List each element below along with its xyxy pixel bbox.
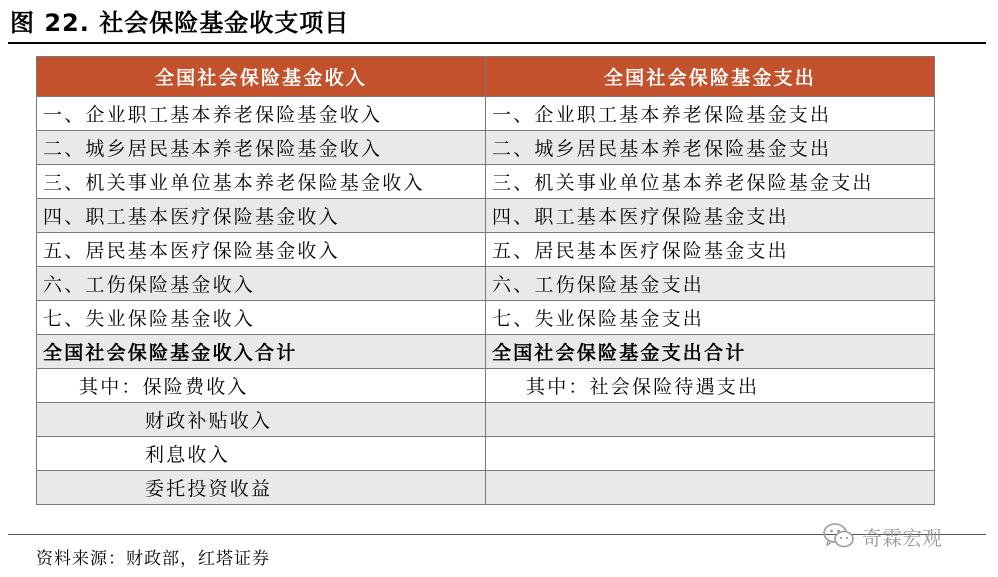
table-row [37,199,935,233]
expenditure-total-cell: 全国社会保险基金支出合计 [486,335,935,369]
expenditure-cell: 三、机关事业单位基本养老保险基金支出 [486,165,935,199]
table-row [37,165,935,199]
table-header-row [37,57,935,97]
table-row [37,267,935,301]
table-row [37,301,935,335]
income-cell: 财政补贴收入 [37,403,486,437]
income-cell: 利息收入 [37,437,486,471]
watermark-text: 奇霖宏观 [862,525,942,550]
expenditure-cell [486,471,935,505]
expenditure-cell: 其中：社会保险待遇支出 [486,369,935,403]
watermark [822,518,942,554]
income-cell: 七、失业保险基金收入 [37,301,486,335]
expenditure-cell: 二、城乡居民基本养老保险基金支出 [486,131,935,165]
income-cell: 三、机关事业单位基本养老保险基金收入 [37,165,486,199]
income-cell: 五、居民基本医疗保险基金收入 [37,233,486,267]
income-cell: 四、职工基本医疗保险基金收入 [37,199,486,233]
table-row [37,131,935,165]
expenditure-cell: 五、居民基本医疗保险基金支出 [486,233,935,267]
table-row [37,403,935,437]
table-row [37,369,935,403]
expenditure-cell: 七、失业保险基金支出 [486,301,935,335]
income-total-cell: 全国社会保险基金收入合计 [37,335,486,369]
table-row [37,97,935,131]
table-row [37,471,935,505]
expenditure-cell [486,403,935,437]
income-cell: 六、工伤保险基金收入 [37,267,486,301]
expenditure-cell: 一、企业职工基本养老保险基金支出 [486,97,935,131]
expenditure-cell [486,437,935,471]
table-row [37,233,935,267]
income-cell: 委托投资收益 [37,471,486,505]
wechat-icon [822,522,856,550]
expenditure-cell: 四、职工基本医疗保险基金支出 [486,199,935,233]
income-cell: 二、城乡居民基本养老保险基金收入 [37,131,486,165]
income-cell: 一、企业职工基本养老保险基金收入 [37,97,486,131]
table-row [37,437,935,471]
source-note: 资料来源：财政部，红塔证券 [36,549,270,569]
figure-title: 图 22. 社会保险基金收支项目 [10,9,350,37]
income-cell: 其中：保险费收入 [37,369,486,403]
fund-items-table [36,56,935,505]
total-row [37,335,935,369]
income-column-header: 全国社会保险基金收入 [37,57,486,97]
title-divider [8,42,986,44]
expenditure-cell: 六、工伤保险基金支出 [486,267,935,301]
expenditure-column-header: 全国社会保险基金支出 [486,57,935,97]
